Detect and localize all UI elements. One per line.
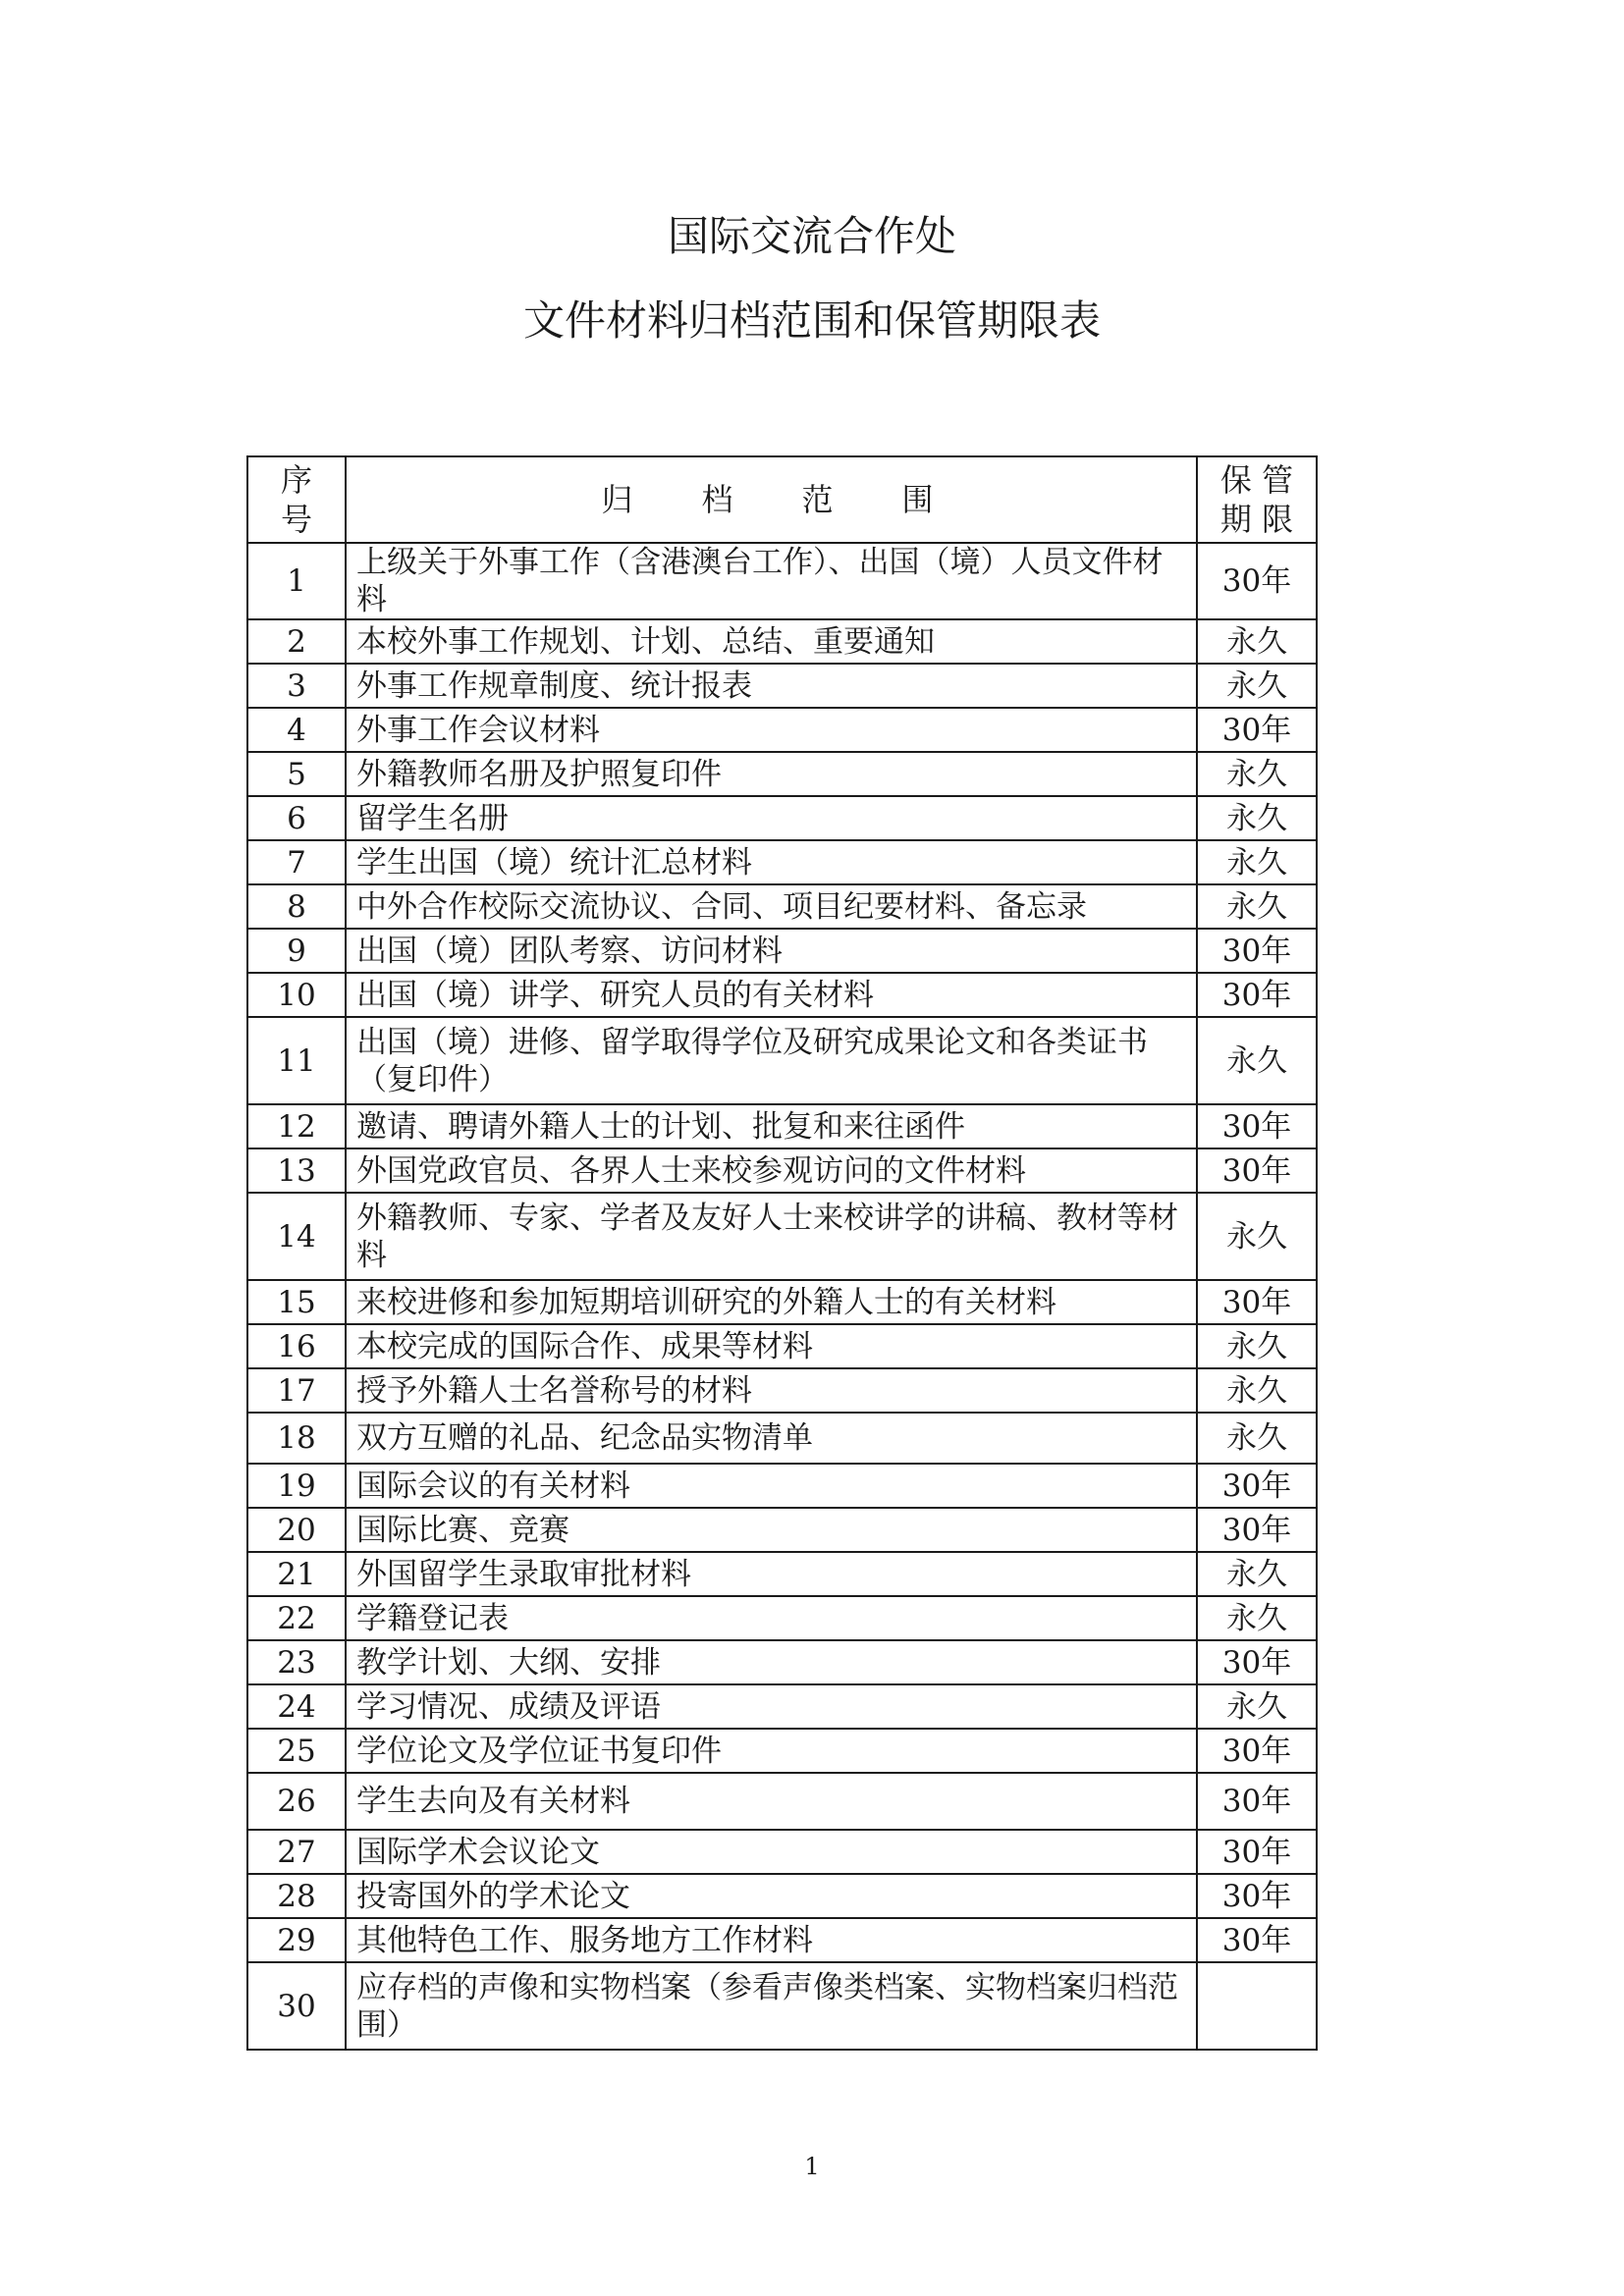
- header-retention-line1: 保 管: [1219, 461, 1294, 499]
- row-scope: 学习情况、成绩及评语: [346, 1684, 1197, 1729]
- table-row: [247, 1193, 1317, 1280]
- row-retention: 30年: [1197, 543, 1317, 619]
- table-row: [247, 1508, 1317, 1552]
- row-scope: 学生出国（境）统计汇总材料: [346, 840, 1197, 884]
- table-row: [247, 1280, 1317, 1324]
- row-scope: 邀请、聘请外籍人士的计划、批复和来往函件: [346, 1104, 1197, 1148]
- row-no: 14: [247, 1193, 346, 1280]
- row-retention: 30年: [1197, 1508, 1317, 1552]
- row-scope: 本校外事工作规划、计划、总结、重要通知: [346, 619, 1197, 664]
- row-scope: 本校完成的国际合作、成果等材料: [346, 1324, 1197, 1368]
- row-no: 25: [247, 1729, 346, 1773]
- row-retention: 30年: [1197, 1830, 1317, 1874]
- row-retention: 永久: [1197, 1368, 1317, 1413]
- row-retention: 30年: [1197, 1874, 1317, 1918]
- row-no: 11: [247, 1017, 346, 1104]
- table-row: [247, 1729, 1317, 1773]
- table-row: [247, 1918, 1317, 1962]
- table-row: [247, 752, 1317, 796]
- row-retention: [1197, 1962, 1317, 2050]
- row-scope: 投寄国外的学术论文: [346, 1874, 1197, 1918]
- row-scope: 国际学术会议论文: [346, 1830, 1197, 1874]
- row-scope: 外国留学生录取审批材料: [346, 1552, 1197, 1596]
- table-row: [247, 619, 1317, 664]
- header-scope: 归档范围: [346, 456, 1197, 543]
- row-no: 3: [247, 664, 346, 708]
- row-retention: 30年: [1197, 929, 1317, 973]
- table-row: [247, 1464, 1317, 1508]
- row-no: 29: [247, 1918, 346, 1962]
- row-retention: 永久: [1197, 664, 1317, 708]
- row-no: 23: [247, 1640, 346, 1684]
- document-title: 国际交流合作处: [667, 212, 956, 260]
- row-retention: 30年: [1197, 1280, 1317, 1324]
- row-no: 13: [247, 1148, 346, 1193]
- row-no: 5: [247, 752, 346, 796]
- table-row: [247, 929, 1317, 973]
- row-no: 28: [247, 1874, 346, 1918]
- header-no: [247, 456, 346, 543]
- header-no-line2: 号: [280, 501, 312, 538]
- row-retention: 30年: [1197, 1773, 1317, 1830]
- row-no: 12: [247, 1104, 346, 1148]
- row-no: 26: [247, 1773, 346, 1830]
- row-retention: 永久: [1197, 1324, 1317, 1368]
- row-scope: 外事工作会议材料: [346, 708, 1197, 752]
- row-retention: 30年: [1197, 1104, 1317, 1148]
- row-no: 6: [247, 796, 346, 840]
- archive-table: [246, 455, 1318, 2051]
- row-scope: 中外合作校际交流协议、合同、项目纪要材料、备忘录: [346, 884, 1197, 929]
- row-no: 4: [247, 708, 346, 752]
- table-row: [247, 973, 1317, 1017]
- table-row: [247, 1413, 1317, 1464]
- row-retention: 30年: [1197, 1729, 1317, 1773]
- row-retention: 30年: [1197, 1918, 1317, 1962]
- table-row: [247, 1773, 1317, 1830]
- row-scope: 外籍教师名册及护照复印件: [346, 752, 1197, 796]
- table-body: [247, 543, 1317, 2050]
- header-retention: [1197, 456, 1317, 543]
- row-scope: 外籍教师、专家、学者及友好人士来校讲学的讲稿、教材等材料: [346, 1193, 1197, 1280]
- table-row: [247, 1552, 1317, 1596]
- table-row: [247, 1596, 1317, 1640]
- row-scope: 留学生名册: [346, 796, 1197, 840]
- row-no: 21: [247, 1552, 346, 1596]
- row-no: 1: [247, 543, 346, 619]
- row-no: 2: [247, 619, 346, 664]
- row-retention: 永久: [1197, 840, 1317, 884]
- row-no: 27: [247, 1830, 346, 1874]
- row-retention: 永久: [1197, 796, 1317, 840]
- table-row: [247, 708, 1317, 752]
- row-no: 24: [247, 1684, 346, 1729]
- header-retention-line2: 期 限: [1219, 501, 1294, 538]
- table-row: [247, 1324, 1317, 1368]
- row-scope: 外国党政官员、各界人士来校参观访问的文件材料: [346, 1148, 1197, 1193]
- row-no: 9: [247, 929, 346, 973]
- table-row: [247, 543, 1317, 619]
- row-retention: 30年: [1197, 1640, 1317, 1684]
- table-row: [247, 840, 1317, 884]
- page-number: 1: [804, 2153, 820, 2180]
- row-retention: 30年: [1197, 1464, 1317, 1508]
- row-no: 22: [247, 1596, 346, 1640]
- table-row: [247, 1830, 1317, 1874]
- row-scope: 应存档的声像和实物档案（参看声像类档案、实物档案归档范围）: [346, 1962, 1197, 2050]
- row-retention: 永久: [1197, 1552, 1317, 1596]
- row-no: 30: [247, 1962, 346, 2050]
- row-retention: 永久: [1197, 884, 1317, 929]
- row-no: 19: [247, 1464, 346, 1508]
- row-retention: 永久: [1197, 1017, 1317, 1104]
- row-scope: 双方互赠的礼品、纪念品实物清单: [346, 1413, 1197, 1464]
- table-row: [247, 1962, 1317, 2050]
- row-retention: 永久: [1197, 1193, 1317, 1280]
- row-scope: 外事工作规章制度、统计报表: [346, 664, 1197, 708]
- table-row: [247, 1148, 1317, 1193]
- row-scope: 来校进修和参加短期培训研究的外籍人士的有关材料: [346, 1280, 1197, 1324]
- row-no: 17: [247, 1368, 346, 1413]
- row-no: 18: [247, 1413, 346, 1464]
- table-row: [247, 796, 1317, 840]
- row-retention: 30年: [1197, 1148, 1317, 1193]
- row-retention: 永久: [1197, 1684, 1317, 1729]
- table-row: [247, 884, 1317, 929]
- row-scope: 教学计划、大纲、安排: [346, 1640, 1197, 1684]
- row-no: 15: [247, 1280, 346, 1324]
- row-retention: 30年: [1197, 973, 1317, 1017]
- table-row: [247, 1874, 1317, 1918]
- table-header-row: [247, 456, 1317, 543]
- row-scope: 授予外籍人士名誉称号的材料: [346, 1368, 1197, 1413]
- row-retention: 永久: [1197, 1413, 1317, 1464]
- row-retention: 永久: [1197, 619, 1317, 664]
- row-scope: 出国（境）讲学、研究人员的有关材料: [346, 973, 1197, 1017]
- row-no: 16: [247, 1324, 346, 1368]
- table-row: [247, 1640, 1317, 1684]
- row-no: 8: [247, 884, 346, 929]
- row-scope: 出国（境）团队考察、访问材料: [346, 929, 1197, 973]
- table-row: [247, 1368, 1317, 1413]
- row-scope: 国际比赛、竞赛: [346, 1508, 1197, 1552]
- row-scope: 学位论文及学位证书复印件: [346, 1729, 1197, 1773]
- row-scope: 学生去向及有关材料: [346, 1773, 1197, 1830]
- row-scope: 其他特色工作、服务地方工作材料: [346, 1918, 1197, 1962]
- row-no: 10: [247, 973, 346, 1017]
- row-scope: 上级关于外事工作（含港澳台工作）、出国（境）人员文件材料: [346, 543, 1197, 619]
- row-scope: 出国（境）进修、留学取得学位及研究成果论文和各类证书（复印件）: [346, 1017, 1197, 1104]
- row-retention: 永久: [1197, 752, 1317, 796]
- row-retention: 永久: [1197, 1596, 1317, 1640]
- row-scope: 国际会议的有关材料: [346, 1464, 1197, 1508]
- row-no: 7: [247, 840, 346, 884]
- row-no: 20: [247, 1508, 346, 1552]
- row-retention: 30年: [1197, 708, 1317, 752]
- table-row: [247, 1104, 1317, 1148]
- table-row: [247, 1684, 1317, 1729]
- document-subtitle: 文件材料归档范围和保管期限表: [522, 296, 1101, 345]
- table-row: [247, 664, 1317, 708]
- table-row: [247, 1017, 1317, 1104]
- row-scope: 学籍登记表: [346, 1596, 1197, 1640]
- header-no-line1: 序: [280, 461, 312, 499]
